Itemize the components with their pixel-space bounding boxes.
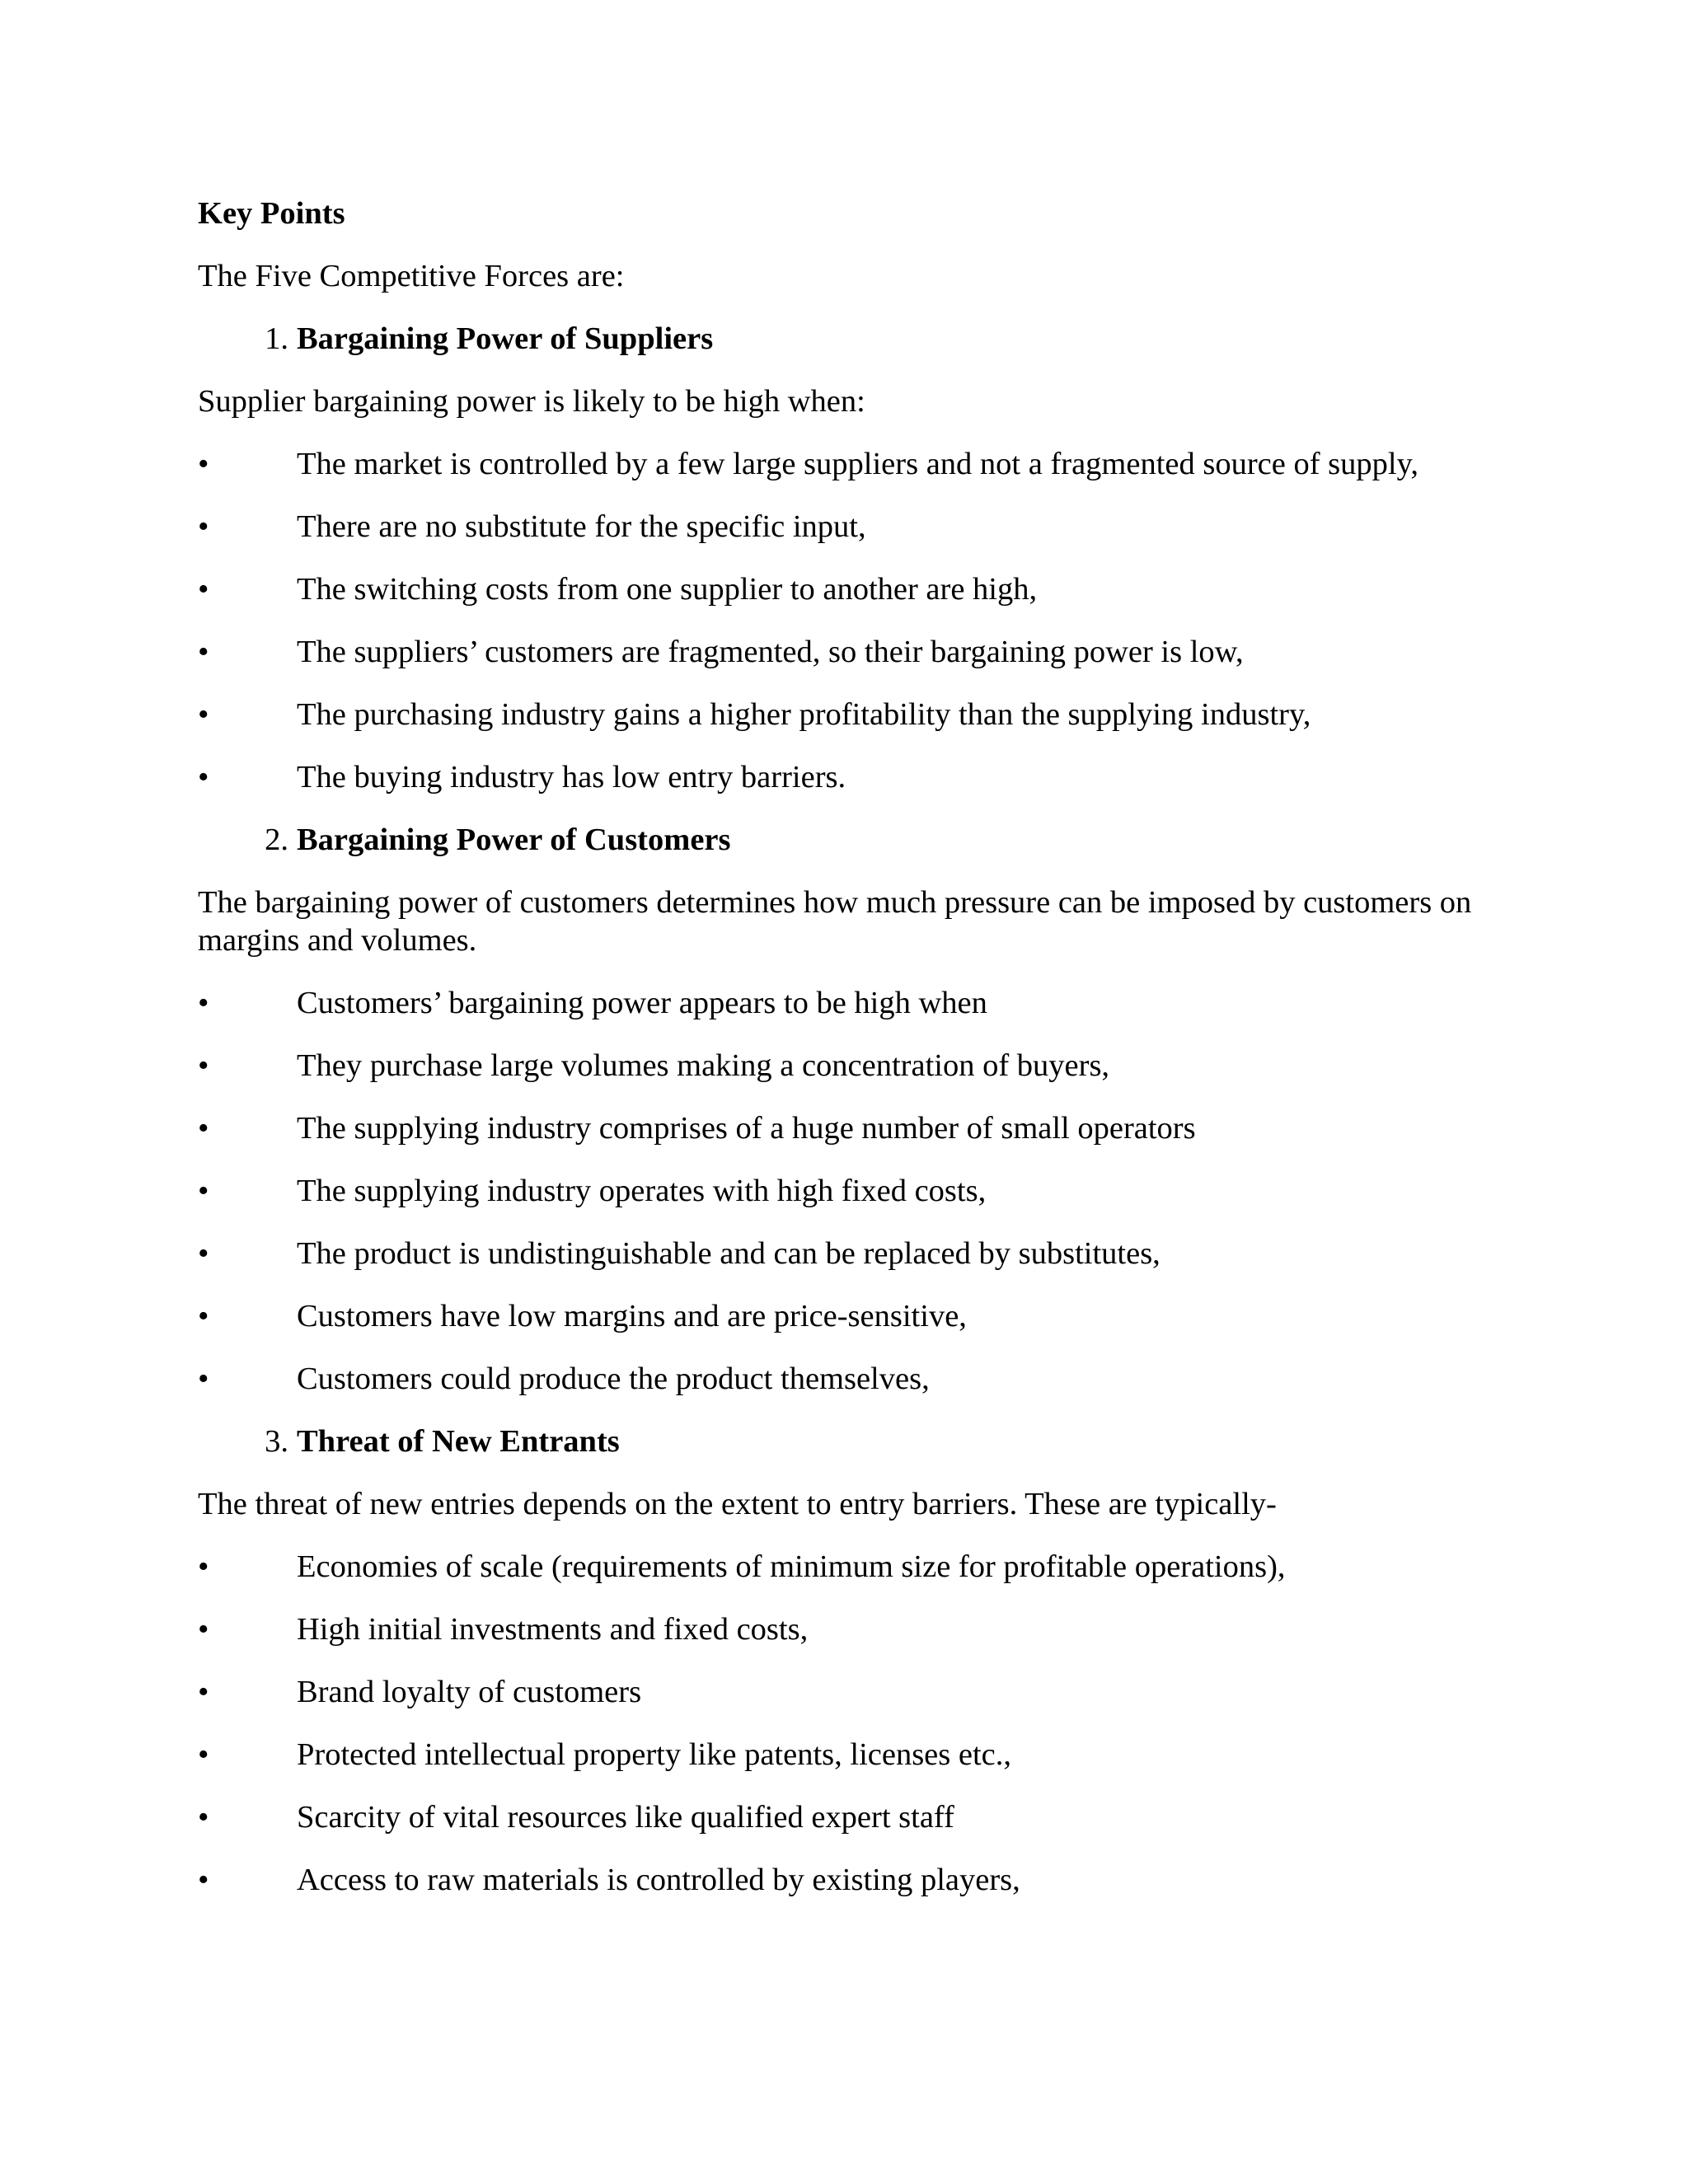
section-number: 1. bbox=[265, 321, 288, 356]
bullet-glyph: • bbox=[198, 986, 209, 1020]
list-item bbox=[198, 1360, 1517, 1398]
bullet-text: Customers have low margins and are price-sensitive, bbox=[297, 1299, 967, 1333]
bullet-text: High initial investments and fixed costs, bbox=[297, 1612, 809, 1647]
bullet-glyph: • bbox=[198, 1048, 209, 1083]
bullet-text: Customers could produce the product themselves, bbox=[297, 1361, 930, 1396]
bullet-glyph: • bbox=[198, 760, 209, 794]
list-item bbox=[198, 1736, 1517, 1774]
bullet-glyph: • bbox=[198, 509, 209, 544]
bullet-glyph: • bbox=[198, 1111, 209, 1146]
bullet-glyph: • bbox=[198, 635, 209, 669]
list-item bbox=[198, 1610, 1517, 1648]
list-item bbox=[198, 984, 1517, 1022]
document-title: Key Points bbox=[198, 196, 345, 231]
bullet-text: The product is undistinguishable and can be replaced by substitutes, bbox=[297, 1236, 1160, 1271]
bullet-text: Economies of scale (requirements of minimum size for profitable operations), bbox=[297, 1549, 1286, 1584]
bullet-glyph: • bbox=[198, 572, 209, 607]
section-paragraph: The threat of new entries depends on the extent to entry barriers. These are typically- bbox=[198, 1487, 1277, 1521]
bullet-glyph: • bbox=[198, 1863, 209, 1897]
bullet-glyph: • bbox=[198, 1612, 209, 1647]
list-item bbox=[198, 696, 1517, 733]
bullet-text: The suppliers’ customers are fragmented, so their bargaining power is low, bbox=[297, 635, 1244, 669]
bullet-glyph: • bbox=[198, 1236, 209, 1271]
list-item bbox=[198, 1109, 1517, 1147]
list-item bbox=[198, 1673, 1517, 1711]
bullet-text: Customers’ bargaining power appears to be high when bbox=[297, 986, 987, 1020]
bullet-text: The purchasing industry gains a higher profitability than the supplying industry, bbox=[297, 697, 1311, 732]
section-heading-new-entrants bbox=[198, 1422, 1517, 1460]
bullet-text: Access to raw materials is controlled by existing players, bbox=[297, 1863, 1020, 1897]
list-item bbox=[198, 633, 1517, 671]
section-number: 2. bbox=[265, 823, 288, 857]
bullet-glyph: • bbox=[198, 1361, 209, 1396]
list-item bbox=[198, 570, 1517, 608]
section-heading-suppliers bbox=[198, 320, 1517, 358]
bullet-glyph: • bbox=[198, 697, 209, 732]
bullet-text: Brand loyalty of customers bbox=[297, 1675, 642, 1709]
bullet-text: Scarcity of vital resources like qualified expert staff bbox=[297, 1800, 954, 1835]
bullet-text: The supplying industry operates with high fixed costs, bbox=[297, 1174, 987, 1208]
section-title: Bargaining Power of Customers bbox=[297, 823, 731, 857]
list-item bbox=[198, 445, 1517, 483]
section-paragraph: Supplier bargaining power is likely to be high when: bbox=[198, 384, 865, 419]
list-item bbox=[198, 1235, 1517, 1272]
list-item bbox=[198, 1297, 1517, 1335]
list-item bbox=[198, 1798, 1517, 1836]
bullet-text: The market is controlled by a few large suppliers and not a fragmented source of supply, bbox=[297, 447, 1418, 481]
list-item bbox=[198, 1172, 1517, 1210]
list-item bbox=[198, 1047, 1517, 1085]
section-heading-customers bbox=[198, 821, 1517, 859]
section-title: Threat of New Entrants bbox=[297, 1424, 620, 1459]
bullet-glyph: • bbox=[198, 1174, 209, 1208]
bullet-text: There are no substitute for the specific input, bbox=[297, 509, 866, 544]
bullet-glyph: • bbox=[198, 447, 209, 481]
list-item bbox=[198, 758, 1517, 796]
section-paragraph: The bargaining power of customers determines how much pressure can be imposed by customers on margins and volumes. bbox=[198, 885, 1472, 958]
list-item bbox=[198, 1548, 1517, 1586]
list-item bbox=[198, 1861, 1517, 1899]
bullet-glyph: • bbox=[198, 1800, 209, 1835]
bullet-text: The buying industry has low entry barriers. bbox=[297, 760, 846, 794]
list-item bbox=[198, 508, 1517, 546]
bullet-text: The switching costs from one supplier to another are high, bbox=[297, 572, 1038, 607]
bullet-text: Protected intellectual property like patents, licenses etc., bbox=[297, 1737, 1012, 1772]
bullet-text: The supplying industry comprises of a huge number of small operators bbox=[297, 1111, 1196, 1146]
bullet-glyph: • bbox=[198, 1675, 209, 1709]
bullet-text: They purchase large volumes making a concentration of buyers, bbox=[297, 1048, 1110, 1083]
bullet-glyph: • bbox=[198, 1549, 209, 1584]
document-page bbox=[198, 194, 1517, 1924]
bullet-glyph: • bbox=[198, 1737, 209, 1772]
intro-text: The Five Competitive Forces are: bbox=[198, 259, 625, 293]
section-number: 3. bbox=[265, 1424, 288, 1459]
bullet-glyph: • bbox=[198, 1299, 209, 1333]
section-title: Bargaining Power of Suppliers bbox=[297, 321, 714, 356]
